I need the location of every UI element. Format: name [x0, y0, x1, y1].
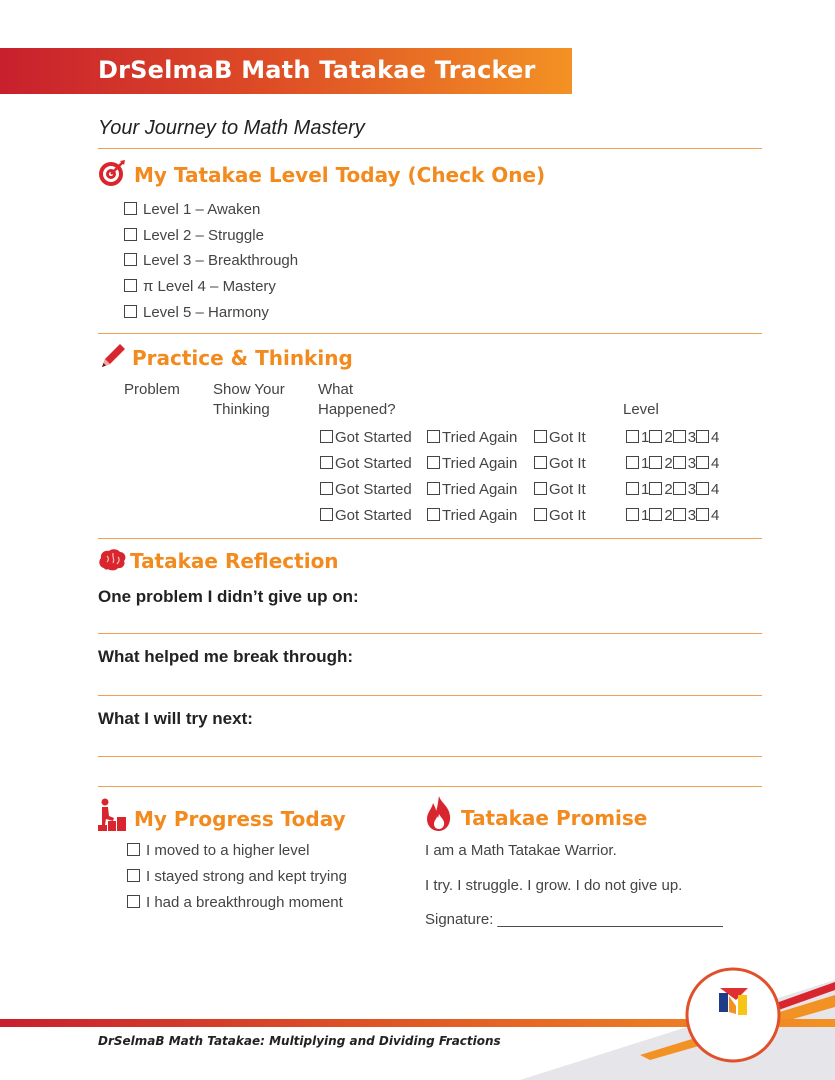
checkbox[interactable] [649, 456, 662, 469]
progress-item-2[interactable]: I stayed strong and kept trying [127, 868, 347, 885]
checkbox[interactable] [427, 456, 440, 469]
checkbox[interactable] [649, 482, 662, 495]
flame-icon [424, 795, 454, 833]
progress-item-1[interactable]: I moved to a higher level [127, 842, 309, 859]
checkbox[interactable] [626, 430, 639, 443]
answer-line[interactable] [98, 786, 762, 787]
got-it-option[interactable]: Got It [534, 507, 586, 524]
checkbox[interactable] [626, 456, 639, 469]
reflection-prompt-3: What I will try next: [98, 709, 253, 728]
level-rating[interactable]: 1 2 3 4 [626, 481, 719, 498]
practice-section-title: Practice & Thinking [132, 346, 353, 370]
col-header-what-happened: What Happened? [318, 381, 396, 418]
checkbox[interactable] [124, 279, 137, 292]
answer-line[interactable] [98, 633, 762, 634]
col-header-problem: Problem [124, 381, 180, 398]
checkbox[interactable] [534, 456, 547, 469]
reflection-prompt-2: What helped me break through: [98, 647, 354, 666]
got-started-option[interactable]: Got Started [320, 455, 412, 472]
tried-again-option[interactable]: Tried Again [427, 429, 517, 446]
climbing-steps-icon [96, 798, 128, 832]
checkbox[interactable] [127, 895, 140, 908]
col-header-show-thinking: Show Your Thinking [213, 381, 285, 418]
checkbox[interactable] [649, 430, 662, 443]
level-section-title: My Tatakae Level Today (Check One) [134, 163, 546, 187]
promise-line-2: I try. I struggle. I grow. I do not give up. [425, 877, 683, 894]
page-title: DrSelmaB Math Tatakae Tracker [98, 56, 536, 84]
checkbox[interactable] [427, 482, 440, 495]
checkbox[interactable] [673, 456, 686, 469]
checkbox[interactable] [320, 482, 333, 495]
checkbox[interactable] [320, 456, 333, 469]
page-subtitle: Your Journey to Math Mastery [98, 117, 365, 139]
checkbox[interactable] [127, 869, 140, 882]
checkbox[interactable] [124, 305, 137, 318]
level-option-4[interactable]: π Level 4 – Mastery [124, 278, 276, 295]
checkbox[interactable] [320, 508, 333, 521]
checkbox[interactable] [124, 253, 137, 266]
checkbox[interactable] [127, 843, 140, 856]
col-header-level: Level [623, 401, 659, 418]
divider [98, 148, 762, 149]
tried-again-option[interactable]: Tried Again [427, 481, 517, 498]
progress-item-3[interactable]: I had a breakthrough moment [127, 894, 343, 911]
got-started-option[interactable]: Got Started [320, 429, 412, 446]
checkbox[interactable] [673, 508, 686, 521]
target-icon [98, 159, 126, 187]
checkbox[interactable] [696, 482, 709, 495]
progress-section-title: My Progress Today [134, 807, 346, 831]
level-option-2[interactable]: Level 2 – Struggle [124, 227, 264, 244]
checkbox[interactable] [124, 228, 137, 241]
checkbox[interactable] [673, 482, 686, 495]
checkbox[interactable] [427, 508, 440, 521]
got-started-option[interactable]: Got Started [320, 481, 412, 498]
tried-again-option[interactable]: Tried Again [427, 455, 517, 472]
got-it-option[interactable]: Got It [534, 481, 586, 498]
level-option-3[interactable]: Level 3 – Breakthrough [124, 252, 298, 269]
level-rating[interactable]: 1 2 3 4 [626, 455, 719, 472]
checkbox[interactable] [124, 202, 137, 215]
promise-section-title: Tatakae Promise [461, 806, 648, 830]
checkbox[interactable] [320, 430, 333, 443]
reflection-prompt-1: One problem I didn’t give up on: [98, 587, 359, 606]
checkbox[interactable] [626, 482, 639, 495]
checkbox[interactable] [626, 508, 639, 521]
checkbox[interactable] [649, 508, 662, 521]
checkbox[interactable] [673, 430, 686, 443]
got-it-option[interactable]: Got It [534, 455, 586, 472]
footer-text: DrSelmaB Math Tatakae: Multiplying and Dividing Fractions [98, 1034, 501, 1048]
level-option-1[interactable]: Level 1 – Awaken [124, 201, 260, 218]
answer-line[interactable] [98, 756, 762, 757]
level-rating[interactable]: 1 2 3 4 [626, 429, 719, 446]
brain-icon [98, 548, 126, 572]
promise-line-1: I am a Math Tatakae Warrior. [425, 842, 617, 859]
divider [98, 538, 762, 539]
got-it-option[interactable]: Got It [534, 429, 586, 446]
reflection-section-title: Tatakae Reflection [130, 549, 339, 573]
checkbox[interactable] [427, 430, 440, 443]
checkbox[interactable] [534, 430, 547, 443]
level-option-5[interactable]: Level 5 – Harmony [124, 304, 269, 321]
header-banner [0, 48, 572, 94]
got-started-option[interactable]: Got Started [320, 507, 412, 524]
level-rating[interactable]: 1 2 3 4 [626, 507, 719, 524]
tried-again-option[interactable]: Tried Again [427, 507, 517, 524]
pencil-icon [98, 341, 128, 371]
checkbox[interactable] [696, 430, 709, 443]
checkbox[interactable] [696, 508, 709, 521]
checkbox[interactable] [534, 482, 547, 495]
brand-logo [684, 966, 782, 1064]
checkbox[interactable] [696, 456, 709, 469]
signature-field[interactable]: Signature: ___________________________ [425, 911, 723, 928]
answer-line[interactable] [98, 695, 762, 696]
divider [98, 333, 762, 334]
checkbox[interactable] [534, 508, 547, 521]
